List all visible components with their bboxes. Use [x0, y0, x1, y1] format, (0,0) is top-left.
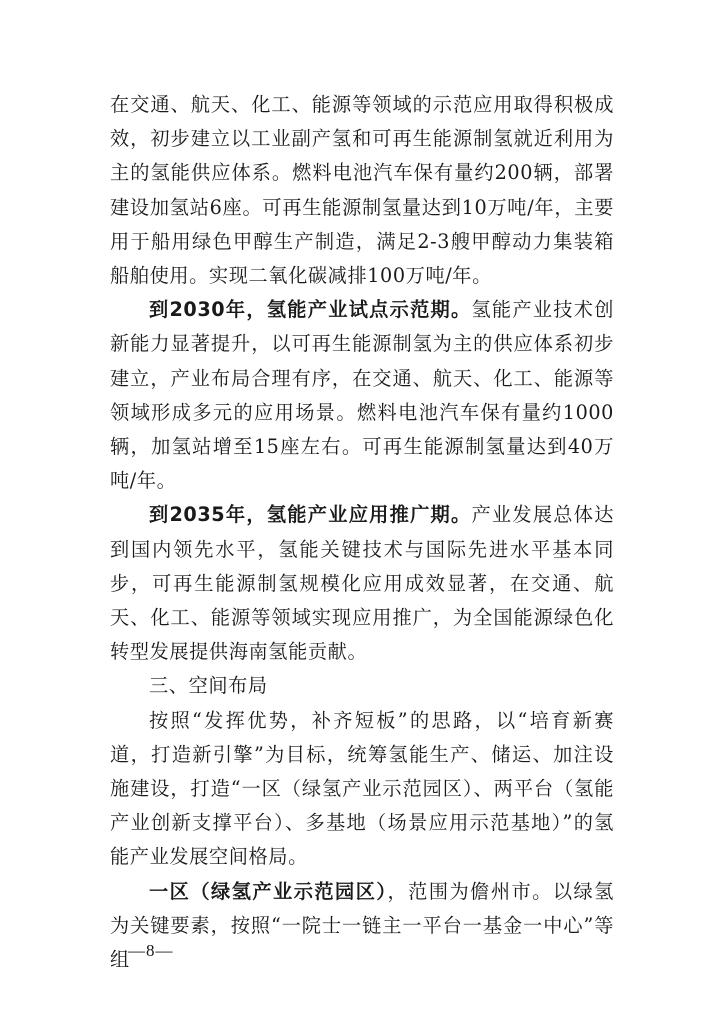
paragraph-lead: 一区（绿氢产业示范园区） — [149, 879, 388, 903]
paragraph-text: 在交通、航天、化工、能源等领域的示范应用取得积极成效，初步建立以工业副产氢和可再生能源制氢就近利用为主的氢能供应体系。燃料电池汽车保有量约200辆，部署建设加氢站6座。可再生能源制氢量达到10万吨/年，主要用于船用绿色甲醇生产制造，满足2-3艘甲醇动力集装箱船舶使用。实现二氧化碳减排100万吨/年。 — [110, 93, 614, 288]
paragraph-one-zone — [110, 875, 614, 978]
paragraph-text: 产业发展总体达到国内领先水平，氢能关键技术与国际先进水平基本同步，可再生能源制氢规模化应用成效显著，在交通、航天、化工、能源等领域实现应用推广，为全国能源绿色化转型发展提供海南氢能贡献。 — [110, 503, 614, 664]
paragraph-text: 按照“发挥优势，补齐短板”的思路，以“培育新赛道，打造新引擎”为目标，统筹氢能生产、储运、加注设施建设，打造“一区（绿氢产业示范园区）、两平台（氢能产业创新支撑平台）、多基地（场景应用示范基地）”的氢能产业发展空间格局。 — [110, 708, 614, 869]
paragraph-2030 — [110, 293, 614, 498]
paragraph-2035 — [110, 498, 614, 669]
paragraph-lead: 到2030年，氢能产业试点示范期。 — [149, 298, 472, 322]
paragraph-intro — [110, 88, 614, 293]
section-heading: 三、空间布局 — [149, 674, 268, 698]
paragraph-layout — [110, 704, 614, 875]
paragraph-lead: 到2035年，氢能产业应用推广期。 — [149, 503, 472, 527]
paragraph-text: 氢能产业技术创新能力显著提升，以可再生能源制氢为主的供应体系初步建立，产业布局合理有序，在交通、航天、化工、能源等领域形成多元的应用场景。燃料电池汽车保有量约1000辆，加氢站增至15座左右。可再生能源制氢量达到40万吨/年。 — [110, 298, 614, 493]
paragraph-text: ，范围为儋州市。以绿氢为关键要素，按照“一院士一链主一平台一基金一中心”等组 — [110, 879, 614, 972]
page-number: —8— — [128, 941, 174, 960]
document-body — [110, 88, 614, 977]
